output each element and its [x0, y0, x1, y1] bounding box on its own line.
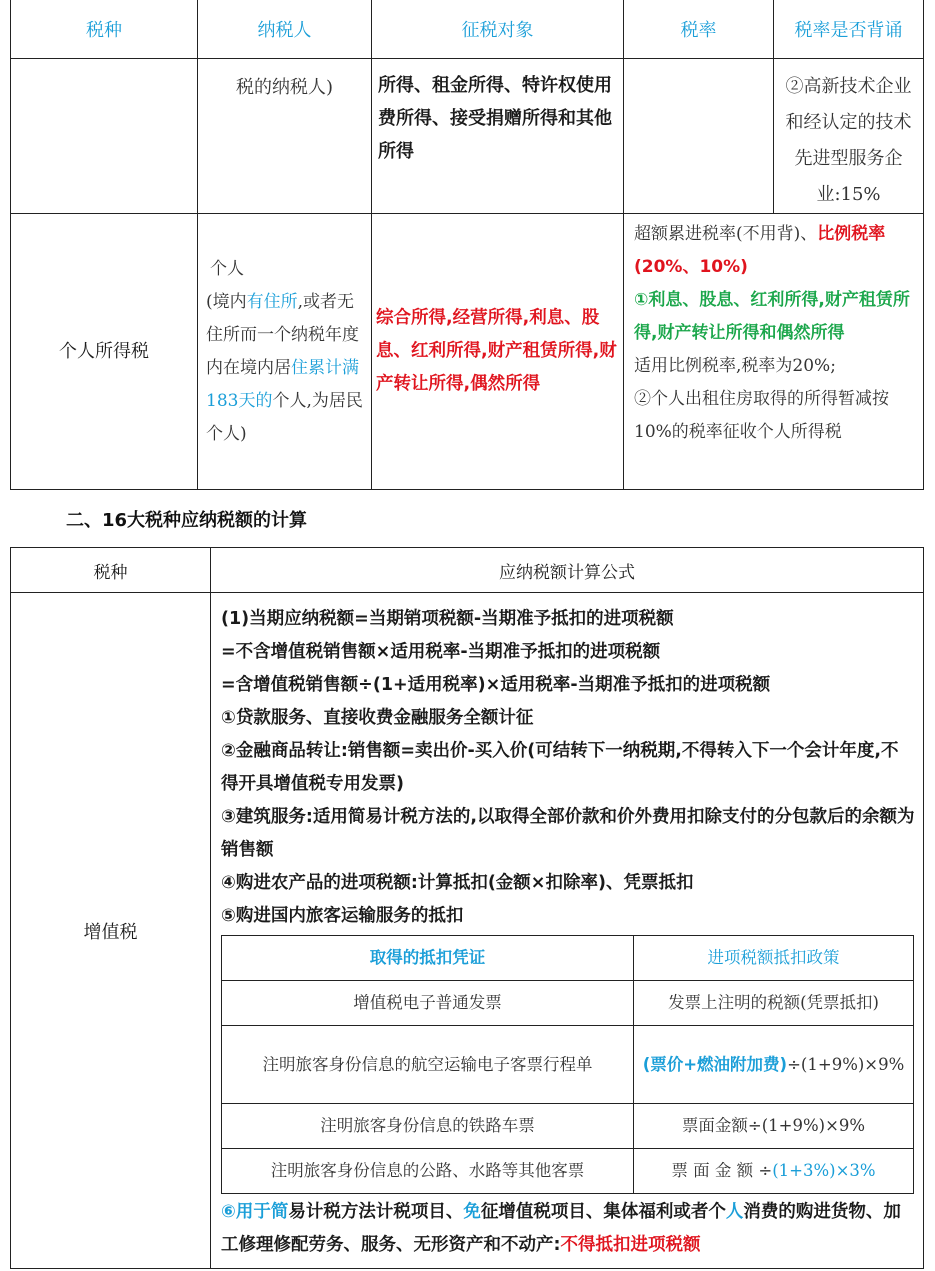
formula-line: =含增值税销售额÷(1+适用税率)×适用税率-当期准予抵扣的进项税额 — [221, 675, 771, 695]
formula-highlight: 免 — [463, 1202, 481, 1222]
taxpayer-text: 个人,为居民个人) — [206, 390, 363, 444]
taxpayer-highlight: 住累计满183天的 — [206, 357, 359, 411]
inner-row — [222, 1104, 914, 1149]
header-memorize: 税率是否背诵 — [774, 0, 924, 59]
table-row — [11, 214, 924, 490]
formula-line — [221, 1196, 915, 1262]
formula-text: 征增值税项目、集体福利或者个 — [480, 1202, 726, 1222]
voucher-cell: 注明旅客身份信息的公路、水路等其他客票 — [222, 1149, 634, 1194]
rate-highlight: 比例税率(20%、10%) — [634, 224, 886, 277]
tax-rate-cell — [624, 59, 774, 214]
formula-line: ③建筑服务:适用简易计税方法的,以取得全部价款和价外费用扣除支付的分包款后的余额为销售额 — [221, 807, 915, 860]
policy-text: ÷(1+9%)×9% — [787, 1054, 905, 1074]
inner-row — [222, 981, 914, 1026]
policy-text: 票 面 金 额 ÷ — [671, 1161, 773, 1180]
inner-row — [222, 1149, 914, 1194]
inner-header-row — [222, 936, 914, 981]
rate-text: 超额累进税率(不用背)、 — [634, 224, 818, 244]
header-tax-type: 税种 — [11, 548, 211, 593]
taxpayer-cell — [198, 214, 372, 490]
formula-warning: 不得抵扣进项税额 — [560, 1235, 701, 1255]
voucher-cell: 增值税电子普通发票 — [222, 981, 634, 1026]
formula-line: ①贷款服务、直接收费金融服务全额计征 — [221, 708, 534, 728]
formula-highlight: ⑥用于简 — [221, 1202, 289, 1222]
inner-header-policy: 进项税额抵扣政策 — [634, 936, 914, 981]
voucher-cell: 注明旅客身份信息的铁路车票 — [222, 1104, 634, 1149]
formula-text: 消费的购进货物、加工修理修配劳务、服务、无形资产和不动产: — [221, 1202, 901, 1255]
formula-line: =不含增值税销售额×适用税率-当期准予抵扣的进项税额 — [221, 642, 661, 662]
header-tax-rate: 税率 — [624, 0, 774, 59]
taxpayer-text: (境内 — [206, 291, 247, 312]
tax-object-cell: 综合所得,经营所得,利息、股息、红利所得,财产租赁所得,财产转让所得,偶然所得 — [372, 214, 624, 490]
table-row — [11, 59, 924, 214]
rate-highlight: ①利息、股息、红利所得,财产租赁所得,财产转让所得和偶然所得 — [634, 290, 910, 343]
formula-line: ⑤购进国内旅客运输服务的抵扣 — [221, 906, 464, 926]
section-heading: 二、16大税种应纳税额的计算 — [66, 510, 308, 531]
formula-line: ②金融商品转让:销售额=卖出价-买入价(可结转下一纳税期,不得转入下一个会计年度,不得开具增值税专用发票) — [221, 741, 899, 794]
tax-type-cell — [11, 59, 198, 214]
deduction-voucher-table — [221, 935, 914, 1194]
policy-highlight: (票价+燃油附加费) — [642, 1054, 788, 1074]
policy-cell: 发票上注明的税额(凭票抵扣) — [634, 981, 914, 1026]
formula-text: 易计税方法计税项目、 — [288, 1202, 464, 1222]
tax-object-cell: 所得、租金所得、特许权使用费所得、接受捐赠所得和其他所得 — [372, 59, 624, 214]
policy-cell — [634, 1026, 914, 1104]
tax-rate-cell — [624, 214, 924, 490]
policy-highlight: (1+3%)×3% — [772, 1161, 876, 1180]
tax-overview-table — [10, 0, 924, 490]
policy-cell — [634, 1149, 914, 1194]
header-tax-object: 征税对象 — [372, 0, 624, 59]
tax-type-cell: 增值税 — [11, 593, 211, 1269]
taxpayer-highlight: 有住所 — [246, 291, 298, 312]
tax-type-cell: 个人所得税 — [11, 214, 198, 490]
policy-cell: 票面金额÷(1+9%)×9% — [634, 1104, 914, 1149]
table-header-row — [11, 548, 924, 593]
voucher-cell: 注明旅客身份信息的航空运输电子客票行程单 — [222, 1026, 634, 1104]
formula-line: ④购进农产品的进项税额:计算抵扣(金额×扣除率)、凭票抵扣 — [221, 873, 694, 893]
table-header-row — [11, 0, 924, 59]
header-tax-type: 税种 — [11, 0, 198, 59]
taxpayer-text: 个人 — [210, 258, 244, 279]
memorize-cell: ②高新技术企业和经认定的技术先进型服务企业:15% — [774, 59, 924, 214]
formula-cell — [211, 593, 924, 1269]
inner-row — [222, 1026, 914, 1104]
rate-text: 适用比例税率,税率为20%; — [634, 356, 836, 376]
formula-highlight: 人 — [725, 1202, 744, 1222]
header-taxpayer: 纳税人 — [198, 0, 372, 59]
taxpayer-text: ,或者无住所而一个纳税年度内在境内居 — [206, 291, 359, 378]
rate-text: ②个人出租住房取得的所得暂减按10%的税率征收个人所得税 — [634, 389, 889, 442]
formula-line: (1)当期应纳税额=当期销项税额-当期准予抵扣的进项税额 — [221, 609, 674, 629]
taxpayer-cell: 税的纳税人) — [198, 59, 372, 214]
table-row — [11, 593, 924, 1269]
header-formula: 应纳税额计算公式 — [211, 548, 924, 593]
inner-header-voucher: 取得的抵扣凭证 — [222, 936, 634, 981]
tax-calculation-table — [10, 547, 924, 1269]
